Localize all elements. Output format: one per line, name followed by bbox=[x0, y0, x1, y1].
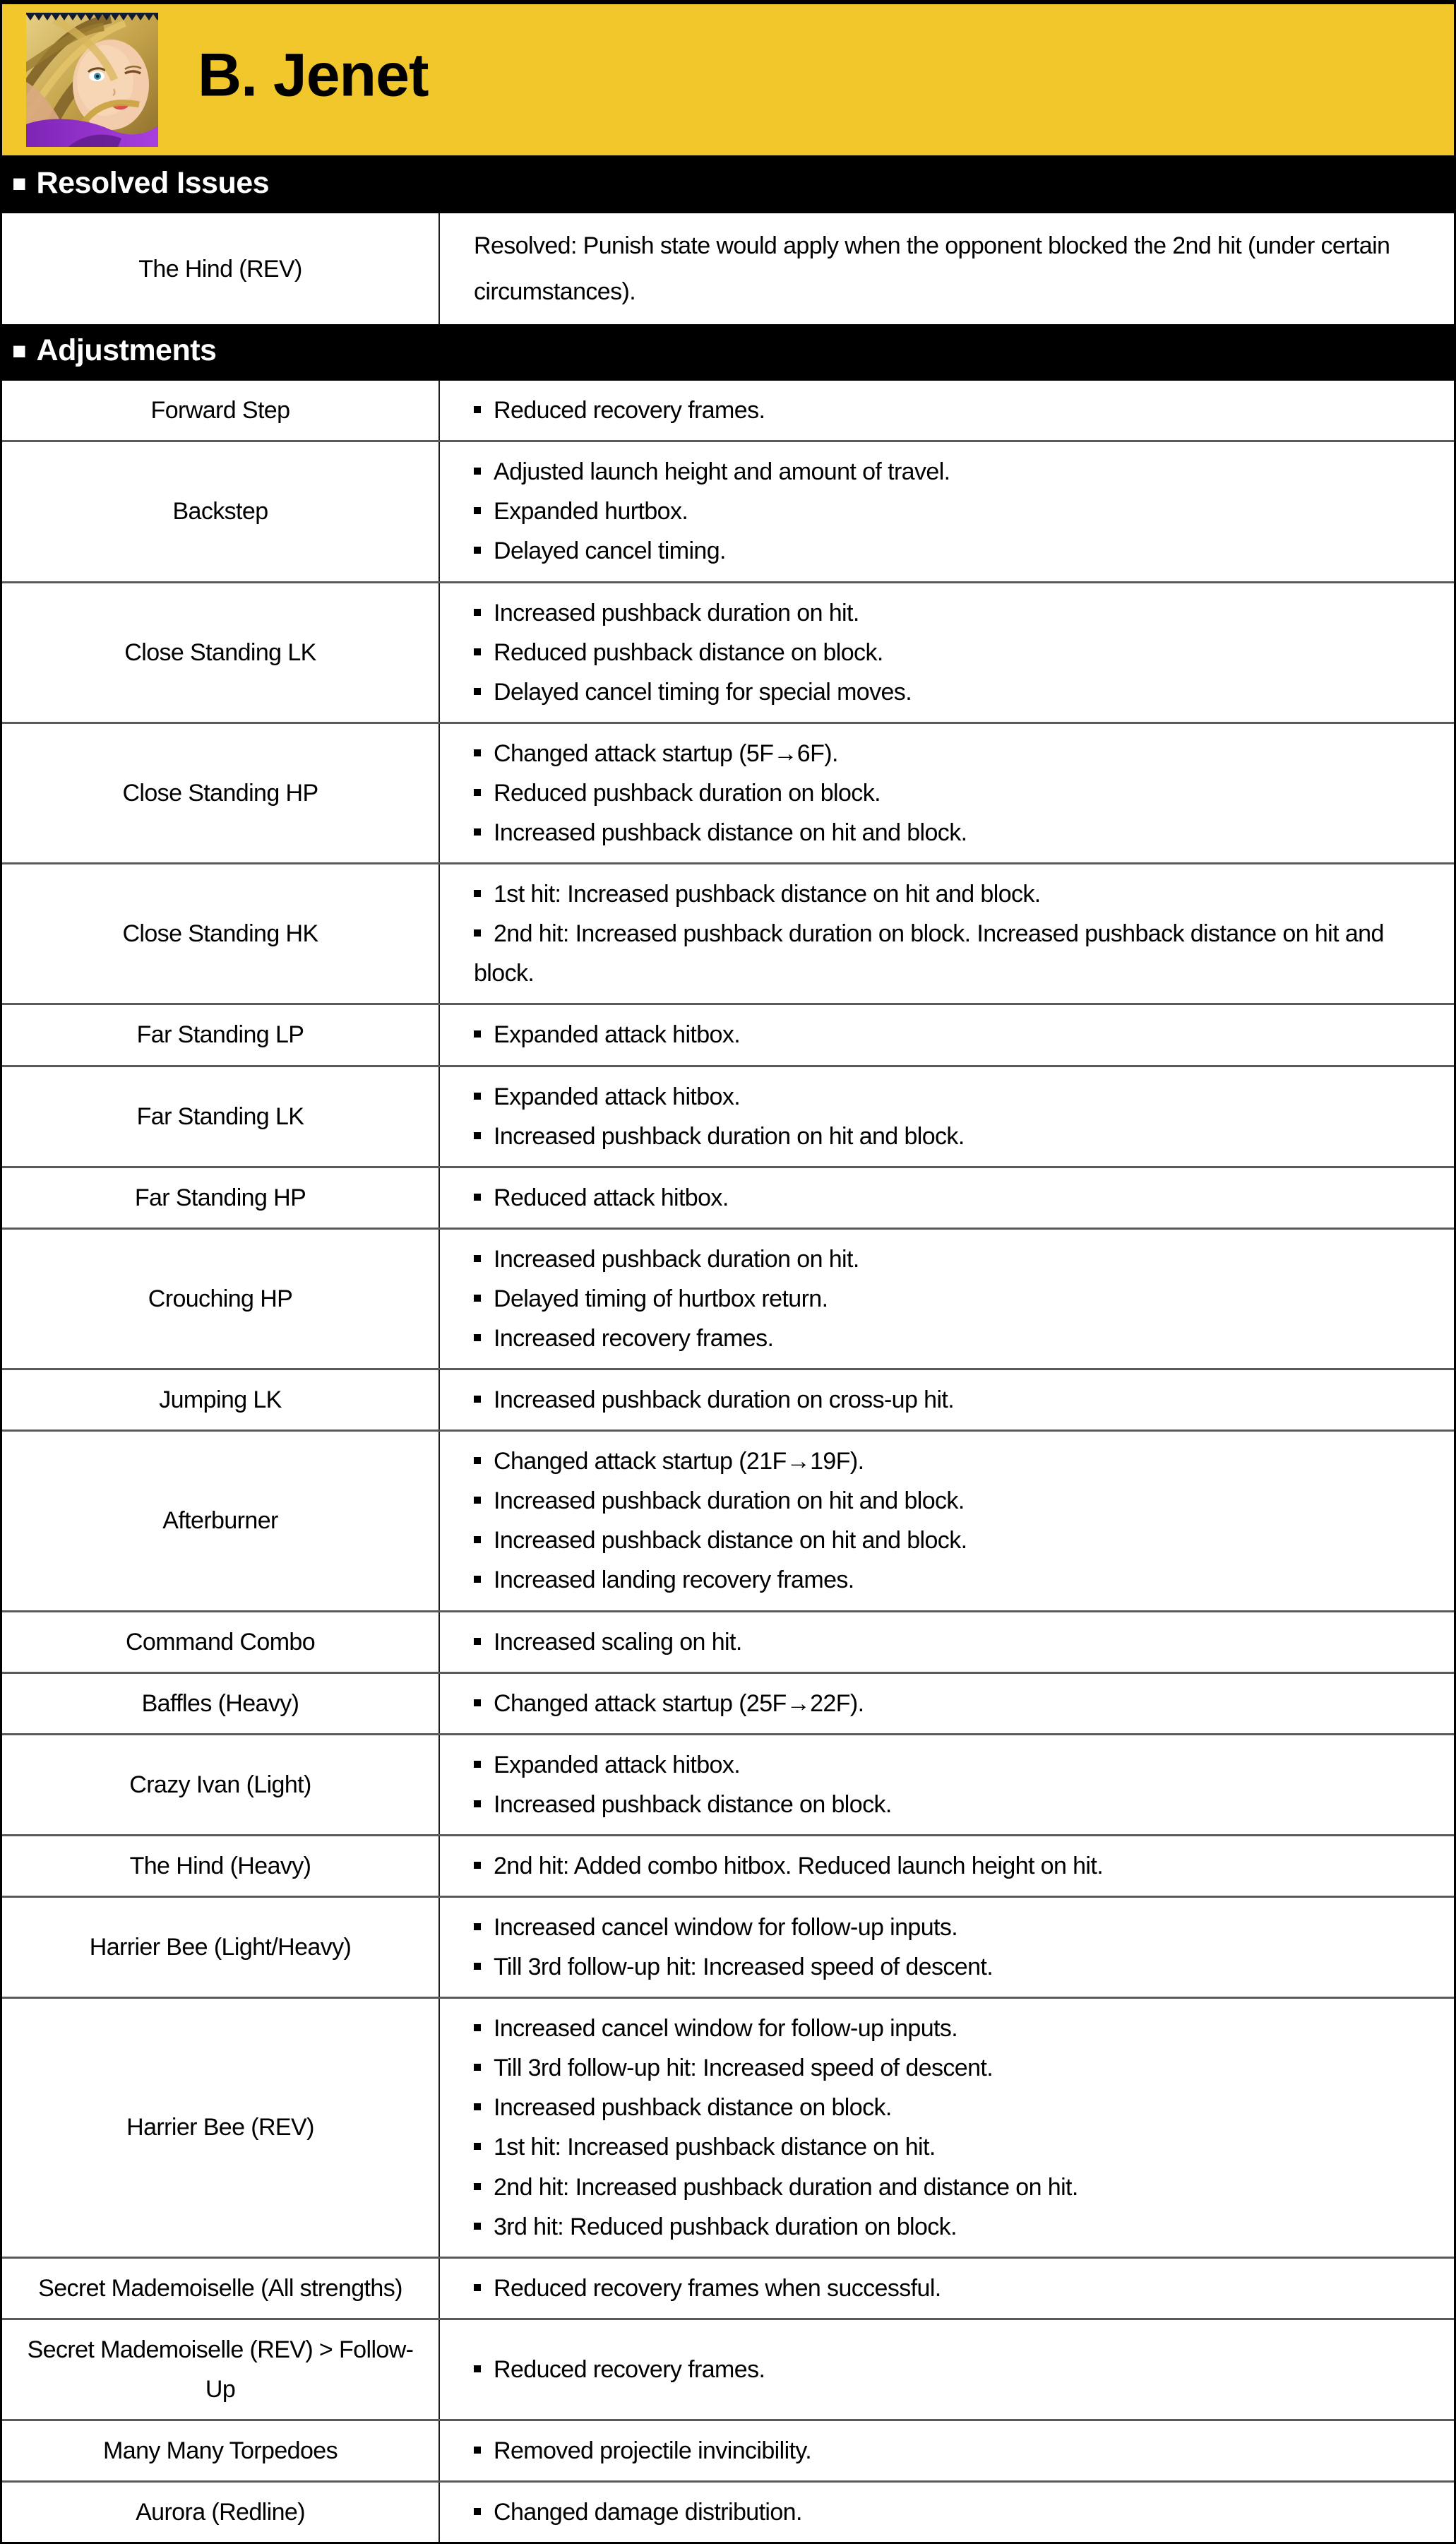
changes-list bbox=[474, 1380, 1412, 1420]
table-row-crazy-ivan-light bbox=[2, 1733, 1454, 1834]
change-item: 1st hit: Increased pushback distance on hit and block. bbox=[474, 874, 1412, 914]
changes-cell bbox=[440, 1836, 1454, 1896]
change-item: 2nd hit: Increased pushback duration and distance on hit. bbox=[474, 2168, 1412, 2207]
change-item: Removed projectile invincibility. bbox=[474, 2431, 1412, 2471]
changes-cell bbox=[440, 381, 1454, 440]
changes-cell bbox=[440, 1898, 1454, 1997]
table-row-many-many-torpedoes bbox=[2, 2419, 1454, 2480]
change-item: Increased recovery frames. bbox=[474, 1319, 1412, 1358]
section-title-resolved-issues: Resolved Issues bbox=[36, 165, 270, 200]
change-item: Increased cancel window for follow-up inputs. bbox=[474, 2009, 1412, 2048]
changes-list bbox=[474, 734, 1412, 852]
changes-cell bbox=[440, 864, 1454, 1003]
change-item: Increased pushback duration on hit. bbox=[474, 593, 1412, 633]
change-item: Increased pushback duration on cross-up hit. bbox=[474, 1380, 1412, 1420]
changes-list bbox=[474, 1442, 1412, 1600]
move-name-cell bbox=[2, 1230, 440, 1368]
changes-cell bbox=[440, 583, 1454, 722]
move-name-cell bbox=[2, 1999, 440, 2257]
changes-list bbox=[474, 1077, 1412, 1156]
move-name-cell bbox=[2, 1067, 440, 1166]
changes-list bbox=[474, 874, 1412, 993]
move-name: Baffles (Heavy) bbox=[141, 1689, 299, 1717]
move-name-cell bbox=[2, 1432, 440, 1610]
changes-cell bbox=[440, 2483, 1454, 2542]
section-marker-icon: ■ bbox=[12, 338, 27, 365]
change-item: Expanded hurtbox. bbox=[474, 492, 1412, 531]
change-item: Reduced attack hitbox. bbox=[474, 1178, 1412, 1218]
change-item: 2nd hit: Added combo hitbox. Reduced launch height on hit. bbox=[474, 1846, 1412, 1886]
changes-list bbox=[474, 1846, 1412, 1886]
move-name: The Hind (Heavy) bbox=[129, 1852, 311, 1879]
change-item: Changed attack startup (5F→6F). bbox=[474, 734, 1412, 773]
changes-list bbox=[474, 2492, 1412, 2532]
move-name: Command Combo bbox=[125, 1628, 316, 1656]
changes-cell bbox=[440, 1370, 1454, 1429]
change-item: Reduced pushback distance on block. bbox=[474, 633, 1412, 672]
table-row-jumping-lk bbox=[2, 1368, 1454, 1429]
changes-list bbox=[474, 2431, 1412, 2471]
section-title-adjustments: Adjustments bbox=[36, 333, 217, 367]
change-item: Reduced recovery frames. bbox=[474, 391, 1412, 430]
table-row-crouching-hp bbox=[2, 1228, 1454, 1368]
change-item: Increased pushback duration on hit and block. bbox=[474, 1481, 1412, 1521]
move-name: Far Standing HP bbox=[134, 1184, 306, 1211]
changes-list bbox=[474, 593, 1412, 712]
move-name-cell bbox=[2, 1612, 440, 1672]
move-name: Harrier Bee (REV) bbox=[126, 2114, 314, 2141]
change-item: Reduced pushback duration on block. bbox=[474, 773, 1412, 813]
changes-list bbox=[474, 2350, 1412, 2389]
changes-cell bbox=[440, 2320, 1454, 2419]
change-item: 1st hit: Increased pushback distance on hit. bbox=[474, 2127, 1412, 2167]
section-header-adjustments bbox=[2, 324, 1454, 381]
table-row-afterburner bbox=[2, 1429, 1454, 1610]
changes-cell bbox=[440, 1168, 1454, 1228]
move-name-cell bbox=[2, 583, 440, 722]
changes-cell bbox=[440, 1612, 1454, 1672]
table-row-close-standing-hk bbox=[2, 862, 1454, 1003]
patch-sections bbox=[2, 157, 1454, 2542]
changes-cell bbox=[440, 1230, 1454, 1368]
change-item: Changed attack startup (25F→22F). bbox=[474, 1684, 1412, 1723]
character-portrait-image bbox=[26, 13, 158, 147]
changes-cell bbox=[440, 1005, 1454, 1064]
move-name: Afterburner bbox=[162, 1507, 278, 1535]
change-item: Increased pushback distance on hit and block. bbox=[474, 1521, 1412, 1560]
move-name: The Hind (REV) bbox=[138, 255, 302, 283]
move-name: Close Standing LK bbox=[124, 638, 316, 666]
change-item: Delayed cancel timing. bbox=[474, 531, 1412, 571]
table-row-close-standing-hp bbox=[2, 722, 1454, 862]
changes-cell bbox=[440, 213, 1454, 324]
move-name: Close Standing HP bbox=[122, 779, 318, 807]
move-name-cell bbox=[2, 1168, 440, 1228]
table-row-the-hind-heavy bbox=[2, 1834, 1454, 1896]
table-row-the-hind-rev bbox=[2, 213, 1454, 324]
change-item: Till 3rd follow-up hit: Increased speed of descent. bbox=[474, 1947, 1412, 1987]
move-name: Secret Mademoiselle (All strengths) bbox=[38, 2274, 402, 2302]
move-name-cell bbox=[2, 442, 440, 581]
moves-table-adjustments bbox=[2, 381, 1454, 2542]
changes-cell bbox=[440, 724, 1454, 862]
move-name: Many Many Torpedoes bbox=[103, 2437, 338, 2465]
move-name-cell bbox=[2, 2421, 440, 2480]
change-item: 3rd hit: Reduced pushback duration on block. bbox=[474, 2207, 1412, 2247]
change-item: Adjusted launch height and amount of travel. bbox=[474, 452, 1412, 492]
move-name-cell bbox=[2, 1674, 440, 1733]
move-name: Close Standing HK bbox=[122, 920, 318, 948]
changes-list bbox=[474, 1745, 1412, 1824]
move-name: Crouching HP bbox=[148, 1285, 293, 1312]
table-row-baffles-heavy bbox=[2, 1672, 1454, 1733]
table-row-secret-mademoiselle-rev-follow-up bbox=[2, 2318, 1454, 2419]
change-item: Increased cancel window for follow-up inputs. bbox=[474, 1908, 1412, 1947]
move-name-cell bbox=[2, 1370, 440, 1429]
changes-cell bbox=[440, 2259, 1454, 2318]
change-item: Changed damage distribution. bbox=[474, 2492, 1412, 2532]
table-row-aurora-redline bbox=[2, 2480, 1454, 2542]
move-name: Harrier Bee (Light/Heavy) bbox=[89, 1934, 352, 1961]
changes-cell bbox=[440, 442, 1454, 581]
move-name: Secret Mademoiselle (REV) > Follow-Up bbox=[27, 2336, 414, 2403]
table-row-harrier-bee-rev bbox=[2, 1997, 1454, 2257]
changes-cell bbox=[440, 1999, 1454, 2257]
change-item: Increased pushback duration on hit. bbox=[474, 1240, 1412, 1279]
changes-cell bbox=[440, 1432, 1454, 1610]
change-item: Increased pushback distance on hit and block. bbox=[474, 813, 1412, 852]
changes-cell bbox=[440, 1735, 1454, 1834]
move-name-cell bbox=[2, 1735, 440, 1834]
change-item: Expanded attack hitbox. bbox=[474, 1745, 1412, 1785]
character-portrait bbox=[26, 13, 158, 147]
move-name-cell bbox=[2, 381, 440, 440]
move-name-cell bbox=[2, 2259, 440, 2318]
section-header-resolved-issues bbox=[2, 157, 1454, 213]
move-name-cell bbox=[2, 213, 440, 324]
change-item: Delayed timing of hurtbox return. bbox=[474, 1279, 1412, 1319]
changes-cell bbox=[440, 2421, 1454, 2480]
changes-list bbox=[474, 2009, 1412, 2247]
change-item: Expanded attack hitbox. bbox=[474, 1015, 1412, 1054]
changes-cell bbox=[440, 1067, 1454, 1166]
moves-table-resolved-issues bbox=[2, 213, 1454, 324]
changes-list bbox=[474, 1684, 1412, 1723]
change-item: Reduced recovery frames when successful. bbox=[474, 2269, 1412, 2308]
table-row-backstep bbox=[2, 440, 1454, 581]
changes-list bbox=[474, 2269, 1412, 2308]
move-name: Aurora (Redline) bbox=[136, 2499, 305, 2526]
changes-list bbox=[474, 1178, 1412, 1218]
table-row-forward-step bbox=[2, 381, 1454, 440]
move-name-cell bbox=[2, 1836, 440, 1896]
move-name-cell bbox=[2, 1005, 440, 1064]
changes-list bbox=[474, 1908, 1412, 1987]
move-name-cell bbox=[2, 1898, 440, 1997]
move-name-cell bbox=[2, 864, 440, 1003]
changes-cell bbox=[440, 1674, 1454, 1733]
table-row-secret-mademoiselle-all-strengths bbox=[2, 2257, 1454, 2318]
character-header bbox=[2, 4, 1454, 157]
move-name: Jumping LK bbox=[159, 1386, 282, 1414]
change-item: Increased scaling on hit. bbox=[474, 1622, 1412, 1662]
changes-list bbox=[474, 391, 1412, 430]
move-name: Forward Step bbox=[150, 397, 290, 424]
table-row-close-standing-lk bbox=[2, 581, 1454, 722]
changes-list bbox=[474, 1015, 1412, 1054]
change-item: 2nd hit: Increased pushback duration on block. Increased pushback distance on hit and block. bbox=[474, 914, 1412, 993]
change-item: Increased pushback distance on block. bbox=[474, 1785, 1412, 1824]
table-row-far-standing-lk bbox=[2, 1065, 1454, 1166]
table-row-far-standing-lp bbox=[2, 1003, 1454, 1064]
section-marker-icon: ■ bbox=[12, 170, 27, 197]
move-name: Far Standing LP bbox=[136, 1021, 304, 1049]
move-name: Crazy Ivan (Light) bbox=[129, 1771, 311, 1798]
changes-list bbox=[474, 452, 1412, 571]
move-name-cell bbox=[2, 2320, 440, 2419]
change-item: Delayed cancel timing for special moves. bbox=[474, 672, 1412, 712]
table-row-command-combo bbox=[2, 1610, 1454, 1672]
change-item: Expanded attack hitbox. bbox=[474, 1077, 1412, 1117]
move-name: Far Standing LK bbox=[136, 1102, 304, 1130]
changes-list bbox=[474, 1622, 1412, 1662]
changes-list bbox=[474, 1240, 1412, 1358]
change-item: Increased pushback distance on block. bbox=[474, 2088, 1412, 2127]
table-row-far-standing-hp bbox=[2, 1166, 1454, 1228]
change-item: Changed attack startup (21F→19F). bbox=[474, 1442, 1412, 1481]
character-name: B. Jenet bbox=[198, 41, 429, 109]
table-row-harrier-bee-light-heavy bbox=[2, 1896, 1454, 1997]
change-item: Increased landing recovery frames. bbox=[474, 1560, 1412, 1600]
change-item: Reduced recovery frames. bbox=[474, 2350, 1412, 2389]
change-item: Till 3rd follow-up hit: Increased speed of descent. bbox=[474, 2048, 1412, 2088]
change-text: Resolved: Punish state would apply when the opponent blocked the 2nd hit (under certain circumstances). bbox=[474, 232, 1390, 305]
move-name: Backstep bbox=[172, 498, 268, 525]
move-name-cell bbox=[2, 2483, 440, 2542]
move-name-cell bbox=[2, 724, 440, 862]
change-item: Increased pushback duration on hit and block. bbox=[474, 1117, 1412, 1156]
